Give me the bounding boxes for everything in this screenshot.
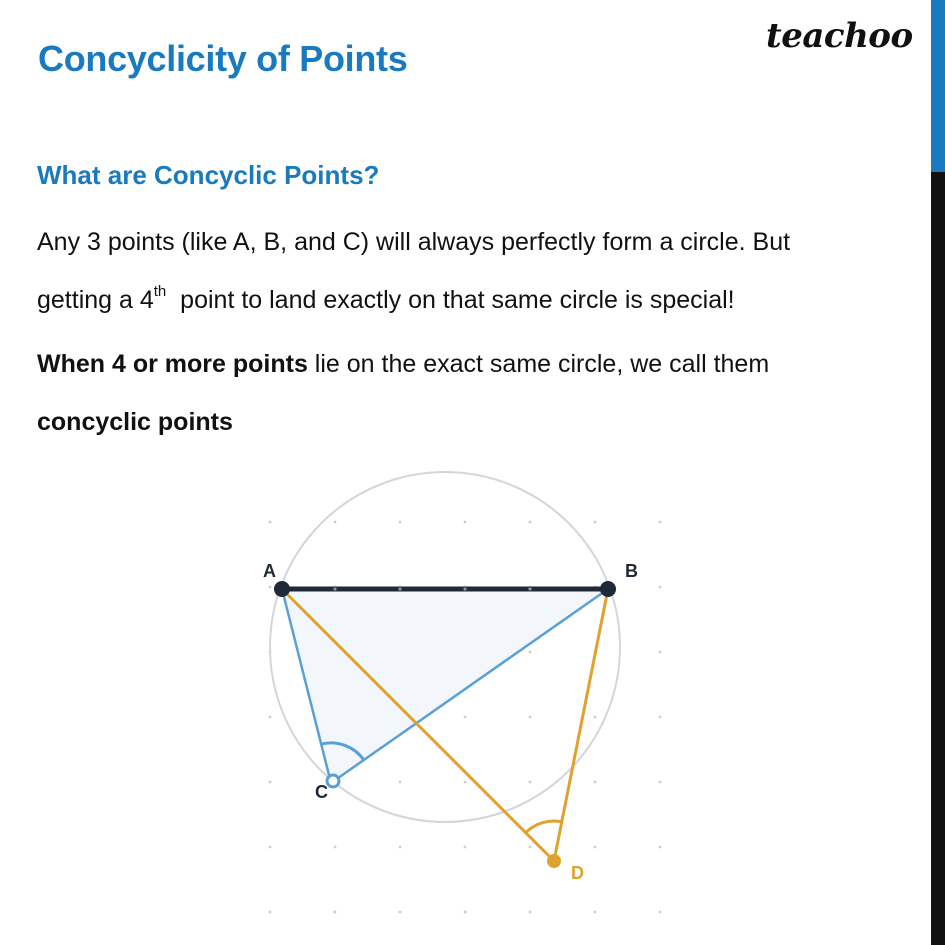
grid-dot xyxy=(399,781,402,784)
label-c: C xyxy=(315,782,328,802)
grid-dot xyxy=(464,911,467,914)
page-title: Concyclicity of Points xyxy=(38,38,408,79)
grid-dot xyxy=(659,586,662,589)
segment-bd xyxy=(554,589,608,861)
grid-dot xyxy=(659,521,662,524)
grid-dot xyxy=(269,586,272,589)
label-a: A xyxy=(263,561,276,581)
grid-dot xyxy=(659,781,662,784)
line2-end: point to land exactly on that same circle is special! xyxy=(166,286,735,314)
grid-dot xyxy=(464,716,467,719)
grid-dot xyxy=(269,846,272,849)
point-c-dot xyxy=(327,775,339,787)
chord-tick xyxy=(398,587,401,590)
ordinal-superscript: th xyxy=(153,283,167,300)
grid-dot xyxy=(399,846,402,849)
grid-dot xyxy=(659,846,662,849)
section-heading: What are Concyclic Points? xyxy=(37,160,380,190)
grid-dot xyxy=(464,521,467,524)
chord-tick xyxy=(463,587,466,590)
grid-dot xyxy=(269,781,272,784)
grid-dot xyxy=(529,911,532,914)
point-b-dot xyxy=(600,581,616,597)
grid-dot xyxy=(529,846,532,849)
grid-dot xyxy=(529,716,532,719)
grid-dot xyxy=(529,781,532,784)
line2-start: getting a 4 xyxy=(37,286,154,314)
brand-logo: teachoo xyxy=(766,16,913,56)
paragraph-line-1: Any 3 points (like A, B, and C) will always perfectly form a circle. But xyxy=(37,228,791,256)
grid-dot xyxy=(659,716,662,719)
point-d-dot xyxy=(547,854,561,868)
emphasis-four-points: When 4 or more points xyxy=(37,350,308,378)
grid-dot xyxy=(399,521,402,524)
grid-dot xyxy=(334,846,337,849)
paragraph-line-4: concyclic points xyxy=(37,408,233,436)
grid-dot xyxy=(464,846,467,849)
grid-dot xyxy=(269,521,272,524)
grid-dot xyxy=(659,911,662,914)
grid-dot xyxy=(269,716,272,719)
grid-dot xyxy=(464,781,467,784)
grid-dot xyxy=(594,846,597,849)
chord-tick xyxy=(528,587,531,590)
grid-dot xyxy=(594,716,597,719)
angle-arc-d xyxy=(526,821,562,833)
grid-dot xyxy=(529,521,532,524)
grid-dot xyxy=(659,651,662,654)
point-a-dot xyxy=(274,581,290,597)
grid-dot xyxy=(529,651,532,654)
grid-dot xyxy=(334,911,337,914)
grid-dot xyxy=(594,781,597,784)
grid-dot xyxy=(399,911,402,914)
label-d: D xyxy=(571,863,584,883)
chord-tick xyxy=(333,587,336,590)
line3-rest: lie on the exact same circle, we call them xyxy=(307,350,770,378)
grid-dot xyxy=(594,521,597,524)
grid-dot xyxy=(334,521,337,524)
grid-dot xyxy=(594,911,597,914)
label-b: B xyxy=(625,561,638,581)
grid-dot xyxy=(269,911,272,914)
